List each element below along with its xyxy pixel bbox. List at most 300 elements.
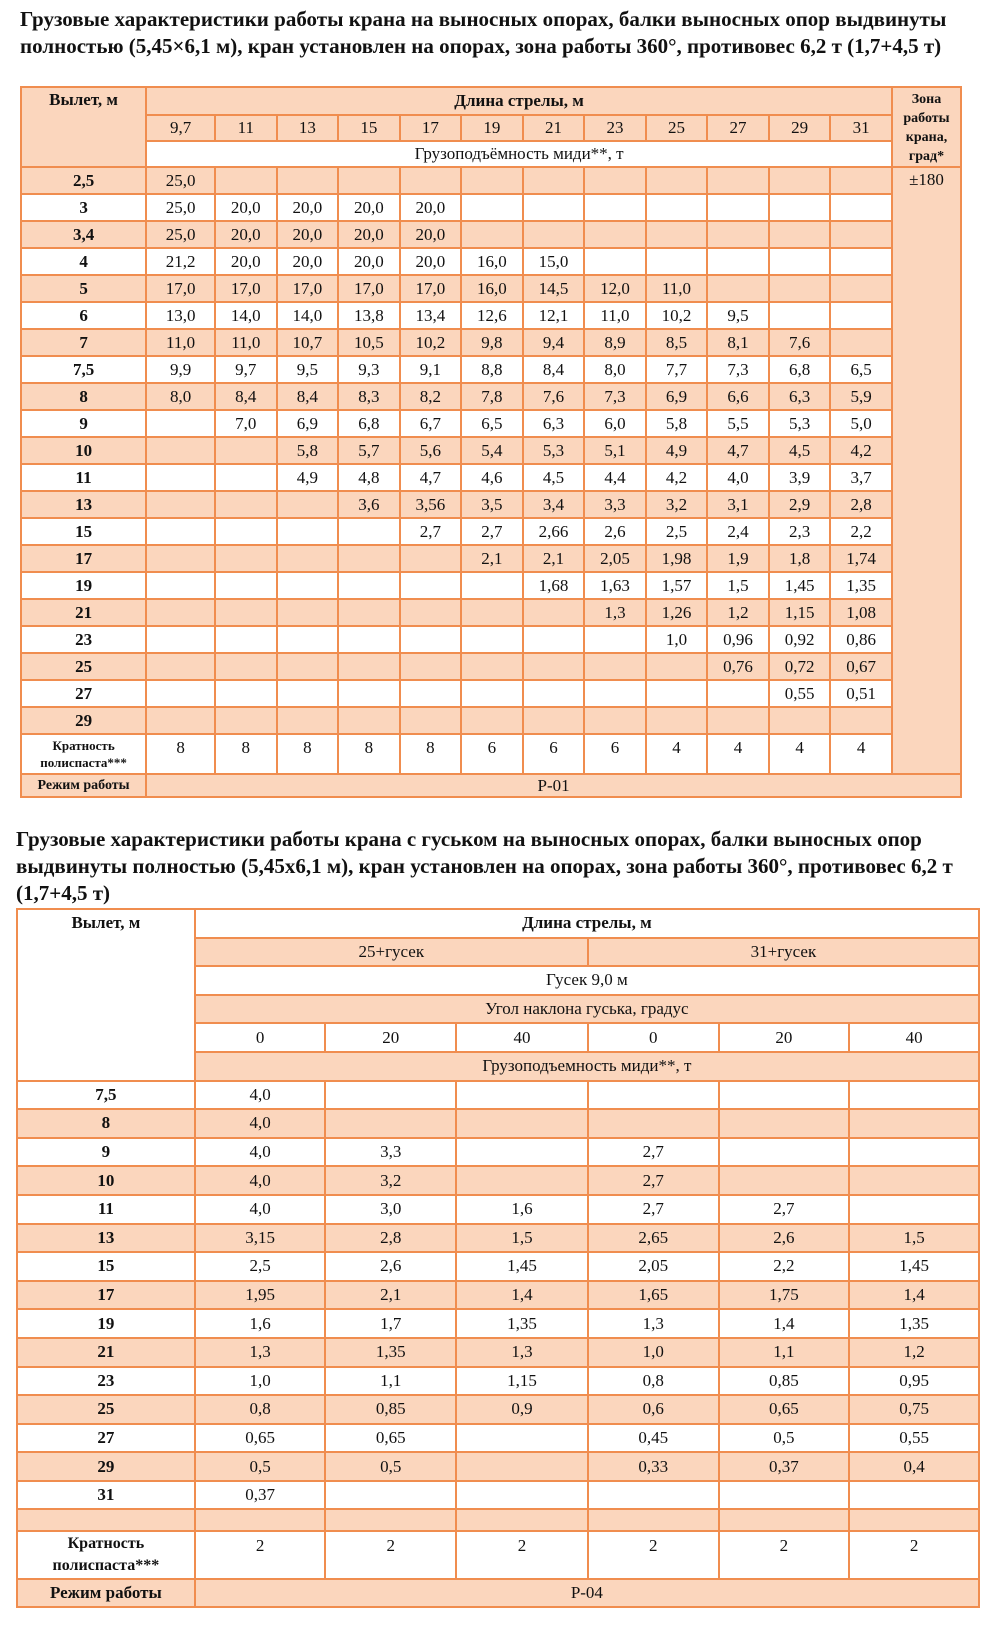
- capacity-cell: 2,65: [588, 1224, 719, 1253]
- capacity-cell: [146, 572, 215, 599]
- capacity-cell: 1,35: [456, 1309, 588, 1338]
- capacity-cell: 1,35: [325, 1338, 456, 1367]
- capacity-cell: 2,05: [588, 1252, 719, 1281]
- capacity-cell: 1,7: [325, 1309, 456, 1338]
- capacity-cell: [707, 680, 769, 707]
- capacity-cell: 0,6: [588, 1395, 719, 1424]
- table-row: [17, 1395, 979, 1424]
- capacity-cell: 6,0: [584, 410, 646, 437]
- capacity-cell: [146, 518, 215, 545]
- capacity-cell: 0,8: [588, 1367, 719, 1396]
- capacity-cell: 0,5: [195, 1452, 326, 1481]
- capacity-cell: 5,4: [461, 437, 523, 464]
- capacity-cell: 7,7: [646, 356, 708, 383]
- capacity-cell: [215, 518, 277, 545]
- capacity-cell: [830, 167, 892, 194]
- capacity-cell: [769, 221, 831, 248]
- capacity-cell: 4,5: [769, 437, 831, 464]
- capacity-cell: [830, 707, 892, 734]
- radius-cell: 13: [17, 1224, 195, 1253]
- capacity-cell: 0,45: [588, 1424, 719, 1453]
- radius-cell: 23: [17, 1367, 195, 1396]
- capacity-cell: 2,2: [719, 1252, 850, 1281]
- capacity-cell: [523, 599, 585, 626]
- capacity-cell: 1,6: [456, 1195, 588, 1224]
- zone-header: Зона работы крана, град*: [892, 87, 961, 167]
- capacity-cell: [215, 167, 277, 194]
- capacity-cell: 2,7: [588, 1195, 719, 1224]
- capacity-cell: 6,9: [646, 383, 708, 410]
- multiplicity-cell: 8: [277, 734, 339, 774]
- capacity-cell: 20,0: [400, 194, 462, 221]
- capacity-cell: [215, 707, 277, 734]
- capacity-cell: [523, 626, 585, 653]
- radius-cell: 10: [17, 1166, 195, 1195]
- capacity-cell: [584, 194, 646, 221]
- capacity-cell: [719, 1509, 850, 1531]
- boom-length-cell: 25: [646, 115, 708, 140]
- capacity-cell: 1,4: [719, 1309, 850, 1338]
- capacity-cell: [461, 680, 523, 707]
- capacity-cell: 14,5: [523, 275, 585, 302]
- mode-value: Р-01: [146, 774, 961, 797]
- capacity-cell: 6,3: [769, 383, 831, 410]
- table-row: [21, 356, 961, 383]
- capacity-cell: [769, 302, 831, 329]
- capacity-cell: 1,74: [830, 545, 892, 572]
- capacity-cell: [456, 1509, 588, 1531]
- capacity-cell: 4,0: [195, 1166, 326, 1195]
- capacity-cell: 14,0: [215, 302, 277, 329]
- capacity-cell: 7,6: [769, 329, 831, 356]
- table-row: [21, 302, 961, 329]
- radius-cell: 19: [21, 572, 146, 599]
- multiplicity-row: [21, 734, 961, 774]
- multiplicity-cell: 2: [325, 1531, 456, 1579]
- capacity-cell: 11,0: [646, 275, 708, 302]
- table-row: [21, 383, 961, 410]
- table-row: [21, 167, 961, 194]
- multiplicity-cell: 8: [215, 734, 277, 774]
- capacity-cell: 0,76: [707, 653, 769, 680]
- capacity-cell: [646, 194, 708, 221]
- boom-length-cell: 11: [215, 115, 277, 140]
- table-row: [21, 707, 961, 734]
- capacity-cell: 2,6: [325, 1252, 456, 1281]
- capacity-cell: 8,9: [584, 329, 646, 356]
- radius-cell: 27: [17, 1424, 195, 1453]
- capacity-cell: 20,0: [215, 221, 277, 248]
- capacity-cell: [338, 707, 400, 734]
- capacity-cell: 6,6: [707, 383, 769, 410]
- table-row: [17, 1452, 979, 1481]
- boom-length-cell: 19: [461, 115, 523, 140]
- radius-cell: 2,5: [21, 167, 146, 194]
- capacity-cell: 2,7: [588, 1166, 719, 1195]
- multiplicity-cell: 8: [338, 734, 400, 774]
- capacity-cell: [277, 545, 339, 572]
- radius-cell: 11: [21, 464, 146, 491]
- table-row: [17, 1338, 979, 1367]
- capacity-cell: [277, 626, 339, 653]
- capacity-cell: [400, 572, 462, 599]
- capacity-cell: 2,7: [461, 518, 523, 545]
- capacity-header: Грузоподъёмность миди**, т: [146, 141, 892, 167]
- capacity-cell: [769, 194, 831, 221]
- load-chart-table-1: [20, 86, 962, 798]
- capacity-cell: 9,8: [461, 329, 523, 356]
- capacity-cell: 2,66: [523, 518, 585, 545]
- radius-cell: 13: [21, 491, 146, 518]
- capacity-cell: 1,8: [769, 545, 831, 572]
- capacity-cell: 8,0: [584, 356, 646, 383]
- capacity-cell: 1,5: [456, 1224, 588, 1253]
- capacity-cell: 6,8: [338, 410, 400, 437]
- capacity-cell: [461, 707, 523, 734]
- capacity-cell: 1,1: [719, 1338, 850, 1367]
- capacity-cell: [830, 329, 892, 356]
- capacity-cell: 9,1: [400, 356, 462, 383]
- capacity-cell: 2,8: [830, 491, 892, 518]
- capacity-cell: [456, 1452, 588, 1481]
- capacity-cell: 8,5: [646, 329, 708, 356]
- capacity-cell: [719, 1109, 850, 1138]
- capacity-cell: [146, 626, 215, 653]
- capacity-cell: [707, 275, 769, 302]
- capacity-cell: 17,0: [277, 275, 339, 302]
- jib-angle-header: Угол наклона гуська, градус: [195, 995, 979, 1024]
- capacity-cell: 9,7: [215, 356, 277, 383]
- capacity-cell: 8,4: [277, 383, 339, 410]
- boom-length-header: Длина стрелы, м: [195, 909, 979, 938]
- capacity-cell: [707, 194, 769, 221]
- capacity-cell: 7,3: [707, 356, 769, 383]
- capacity-cell: 4,5: [523, 464, 585, 491]
- multiplicity-label: Кратность полиспаста***: [21, 734, 146, 774]
- capacity-cell: 16,0: [461, 248, 523, 275]
- capacity-cell: [584, 167, 646, 194]
- capacity-cell: 5,0: [830, 410, 892, 437]
- capacity-cell: 0,95: [849, 1367, 979, 1396]
- capacity-cell: 9,9: [146, 356, 215, 383]
- capacity-cell: [646, 248, 708, 275]
- capacity-cell: 20,0: [215, 194, 277, 221]
- jib-angle-cell: 40: [456, 1023, 588, 1052]
- mode-label: Режим работы: [21, 774, 146, 797]
- capacity-cell: [338, 599, 400, 626]
- table-row: [21, 464, 961, 491]
- capacity-cell: 6,3: [523, 410, 585, 437]
- capacity-cell: [588, 1081, 719, 1110]
- table-row: [21, 572, 961, 599]
- capacity-cell: [584, 653, 646, 680]
- radius-cell: 29: [17, 1452, 195, 1481]
- capacity-cell: 0,4: [849, 1452, 979, 1481]
- capacity-cell: [215, 491, 277, 518]
- capacity-cell: 14,0: [277, 302, 339, 329]
- mode-row: [21, 774, 961, 797]
- table-row: [21, 653, 961, 680]
- capacity-cell: 5,7: [338, 437, 400, 464]
- capacity-cell: 3,5: [461, 491, 523, 518]
- capacity-cell: 3,1: [707, 491, 769, 518]
- capacity-cell: 13,8: [338, 302, 400, 329]
- capacity-cell: [584, 221, 646, 248]
- capacity-cell: 7,8: [461, 383, 523, 410]
- capacity-cell: [338, 626, 400, 653]
- capacity-cell: 20,0: [215, 248, 277, 275]
- capacity-cell: 1,0: [646, 626, 708, 653]
- capacity-cell: 0,8: [195, 1395, 326, 1424]
- capacity-cell: [146, 410, 215, 437]
- multiplicity-cell: 6: [584, 734, 646, 774]
- capacity-cell: 2,3: [769, 518, 831, 545]
- radius-cell: 9: [17, 1138, 195, 1167]
- table-row: [17, 1281, 979, 1310]
- capacity-cell: [523, 167, 585, 194]
- capacity-cell: [707, 707, 769, 734]
- capacity-cell: [769, 707, 831, 734]
- capacity-cell: 1,57: [646, 572, 708, 599]
- capacity-cell: [830, 194, 892, 221]
- jib-angle-cell: 40: [849, 1023, 979, 1052]
- multiplicity-cell: 4: [769, 734, 831, 774]
- capacity-cell: 1,65: [588, 1281, 719, 1310]
- capacity-cell: 7,6: [523, 383, 585, 410]
- radius-cell: 25: [21, 653, 146, 680]
- capacity-cell: 4,9: [277, 464, 339, 491]
- capacity-cell: 2,2: [830, 518, 892, 545]
- table-row: [17, 1481, 979, 1510]
- capacity-cell: 6,7: [400, 410, 462, 437]
- capacity-cell: 3,0: [325, 1195, 456, 1224]
- capacity-cell: 20,0: [400, 221, 462, 248]
- capacity-cell: 2,5: [195, 1252, 326, 1281]
- capacity-cell: 0,33: [588, 1452, 719, 1481]
- capacity-cell: [461, 194, 523, 221]
- capacity-cell: [849, 1138, 979, 1167]
- multiplicity-cell: 4: [830, 734, 892, 774]
- radius-cell: 23: [21, 626, 146, 653]
- capacity-cell: 4,0: [195, 1195, 326, 1224]
- capacity-cell: [400, 707, 462, 734]
- capacity-cell: [849, 1109, 979, 1138]
- capacity-cell: [830, 248, 892, 275]
- capacity-cell: 1,3: [456, 1338, 588, 1367]
- capacity-cell: 6,8: [769, 356, 831, 383]
- capacity-cell: 4,2: [830, 437, 892, 464]
- capacity-cell: 20,0: [277, 221, 339, 248]
- capacity-cell: [523, 653, 585, 680]
- capacity-cell: 6,5: [830, 356, 892, 383]
- table-row: [21, 329, 961, 356]
- capacity-cell: [523, 680, 585, 707]
- capacity-cell: [325, 1509, 456, 1531]
- capacity-cell: 7,0: [215, 410, 277, 437]
- capacity-cell: 4,7: [707, 437, 769, 464]
- capacity-cell: [584, 707, 646, 734]
- capacity-cell: 1,15: [456, 1367, 588, 1396]
- capacity-cell: 20,0: [277, 248, 339, 275]
- capacity-cell: [195, 1509, 326, 1531]
- capacity-cell: 0,86: [830, 626, 892, 653]
- capacity-cell: [461, 572, 523, 599]
- capacity-cell: 1,5: [849, 1224, 979, 1253]
- capacity-cell: 0,65: [719, 1395, 850, 1424]
- multiplicity-cell: 4: [646, 734, 708, 774]
- mode-row: [17, 1579, 979, 1607]
- capacity-cell: 20,0: [400, 248, 462, 275]
- radius-cell: 6: [21, 302, 146, 329]
- capacity-cell: [646, 707, 708, 734]
- capacity-cell: 0,5: [719, 1424, 850, 1453]
- radius-cell: 3,4: [21, 221, 146, 248]
- table-row: [21, 410, 961, 437]
- capacity-cell: 7,3: [584, 383, 646, 410]
- capacity-cell: [830, 302, 892, 329]
- capacity-cell: [456, 1166, 588, 1195]
- capacity-cell: 8,1: [707, 329, 769, 356]
- capacity-cell: [400, 626, 462, 653]
- jib-header: Гусек 9,0 м: [195, 966, 979, 995]
- radius-header: Вылет, м: [21, 87, 146, 167]
- radius-cell: 29: [21, 707, 146, 734]
- table-row: [17, 1195, 979, 1224]
- capacity-cell: [588, 1509, 719, 1531]
- capacity-cell: [277, 167, 339, 194]
- capacity-cell: 16,0: [461, 275, 523, 302]
- radius-cell: 25: [17, 1395, 195, 1424]
- capacity-cell: [338, 572, 400, 599]
- table-row: [21, 518, 961, 545]
- capacity-cell: [769, 275, 831, 302]
- capacity-cell: 2,6: [584, 518, 646, 545]
- capacity-cell: 2,8: [325, 1224, 456, 1253]
- capacity-header: Грузоподъемность миди**, т: [195, 1052, 979, 1081]
- capacity-cell: [146, 545, 215, 572]
- capacity-cell: 10,2: [646, 302, 708, 329]
- capacity-cell: 5,1: [584, 437, 646, 464]
- boom-length-cell: 31: [830, 115, 892, 140]
- capacity-cell: 8,3: [338, 383, 400, 410]
- capacity-cell: 5,6: [400, 437, 462, 464]
- capacity-cell: 1,4: [849, 1281, 979, 1310]
- capacity-cell: [325, 1481, 456, 1510]
- radius-cell: 27: [21, 680, 146, 707]
- capacity-cell: [215, 464, 277, 491]
- capacity-cell: [830, 275, 892, 302]
- table-row: [21, 545, 961, 572]
- radius-cell: 19: [17, 1309, 195, 1338]
- capacity-cell: 2,05: [584, 545, 646, 572]
- capacity-cell: 2,6: [719, 1224, 850, 1253]
- radius-cell: 21: [21, 599, 146, 626]
- capacity-cell: 0,65: [195, 1424, 326, 1453]
- capacity-cell: [338, 653, 400, 680]
- capacity-cell: 11,0: [584, 302, 646, 329]
- jib-angle-cell: 20: [719, 1023, 850, 1052]
- table-row: [17, 1309, 979, 1338]
- capacity-cell: [456, 1109, 588, 1138]
- capacity-cell: [456, 1424, 588, 1453]
- capacity-cell: 1,35: [849, 1309, 979, 1338]
- capacity-cell: [456, 1481, 588, 1510]
- capacity-cell: 9,5: [707, 302, 769, 329]
- capacity-cell: 20,0: [338, 221, 400, 248]
- capacity-cell: [277, 491, 339, 518]
- radius-cell: 31: [17, 1481, 195, 1510]
- capacity-cell: 1,3: [584, 599, 646, 626]
- capacity-cell: 4,7: [400, 464, 462, 491]
- capacity-cell: 17,0: [146, 275, 215, 302]
- capacity-cell: [400, 167, 462, 194]
- capacity-cell: 1,4: [456, 1281, 588, 1310]
- capacity-cell: [215, 626, 277, 653]
- capacity-cell: 2,7: [588, 1138, 719, 1167]
- radius-cell: 15: [21, 518, 146, 545]
- capacity-cell: [646, 680, 708, 707]
- capacity-cell: 3,9: [769, 464, 831, 491]
- capacity-cell: [584, 248, 646, 275]
- capacity-cell: 8,4: [215, 383, 277, 410]
- table-row: [17, 1509, 979, 1531]
- boom-group-25: 25+гусек: [195, 938, 588, 967]
- capacity-cell: 4,0: [707, 464, 769, 491]
- capacity-cell: 3,56: [400, 491, 462, 518]
- capacity-cell: 0,65: [325, 1424, 456, 1453]
- capacity-cell: 17,0: [400, 275, 462, 302]
- capacity-cell: [707, 221, 769, 248]
- capacity-cell: [456, 1138, 588, 1167]
- table-row: [17, 1109, 979, 1138]
- capacity-cell: 1,08: [830, 599, 892, 626]
- capacity-cell: [215, 599, 277, 626]
- capacity-cell: 0,37: [195, 1481, 326, 1510]
- radius-cell: 21: [17, 1338, 195, 1367]
- capacity-cell: 1,2: [849, 1338, 979, 1367]
- multiplicity-cell: 6: [523, 734, 585, 774]
- multiplicity-cell: 8: [400, 734, 462, 774]
- radius-cell: [17, 1509, 195, 1531]
- jib-angle-cell: 20: [325, 1023, 456, 1052]
- capacity-cell: 3,2: [646, 491, 708, 518]
- capacity-cell: 2,7: [719, 1195, 850, 1224]
- radius-cell: 11: [17, 1195, 195, 1224]
- capacity-cell: 5,9: [830, 383, 892, 410]
- capacity-cell: [215, 437, 277, 464]
- capacity-cell: 1,15: [769, 599, 831, 626]
- table-row: [17, 1166, 979, 1195]
- capacity-cell: [400, 680, 462, 707]
- capacity-cell: [769, 167, 831, 194]
- capacity-cell: 10,5: [338, 329, 400, 356]
- capacity-cell: [646, 167, 708, 194]
- table-row: [17, 1224, 979, 1253]
- capacity-cell: 1,3: [588, 1309, 719, 1338]
- capacity-cell: 2,7: [400, 518, 462, 545]
- multiplicity-cell: 2: [195, 1531, 326, 1579]
- table-row: [21, 275, 961, 302]
- boom-length-cell: 13: [277, 115, 339, 140]
- capacity-cell: [849, 1081, 979, 1110]
- capacity-cell: [646, 653, 708, 680]
- capacity-cell: 20,0: [277, 194, 339, 221]
- capacity-cell: [338, 545, 400, 572]
- capacity-cell: [215, 653, 277, 680]
- table-row: [21, 248, 961, 275]
- capacity-cell: [277, 680, 339, 707]
- capacity-cell: 11,0: [215, 329, 277, 356]
